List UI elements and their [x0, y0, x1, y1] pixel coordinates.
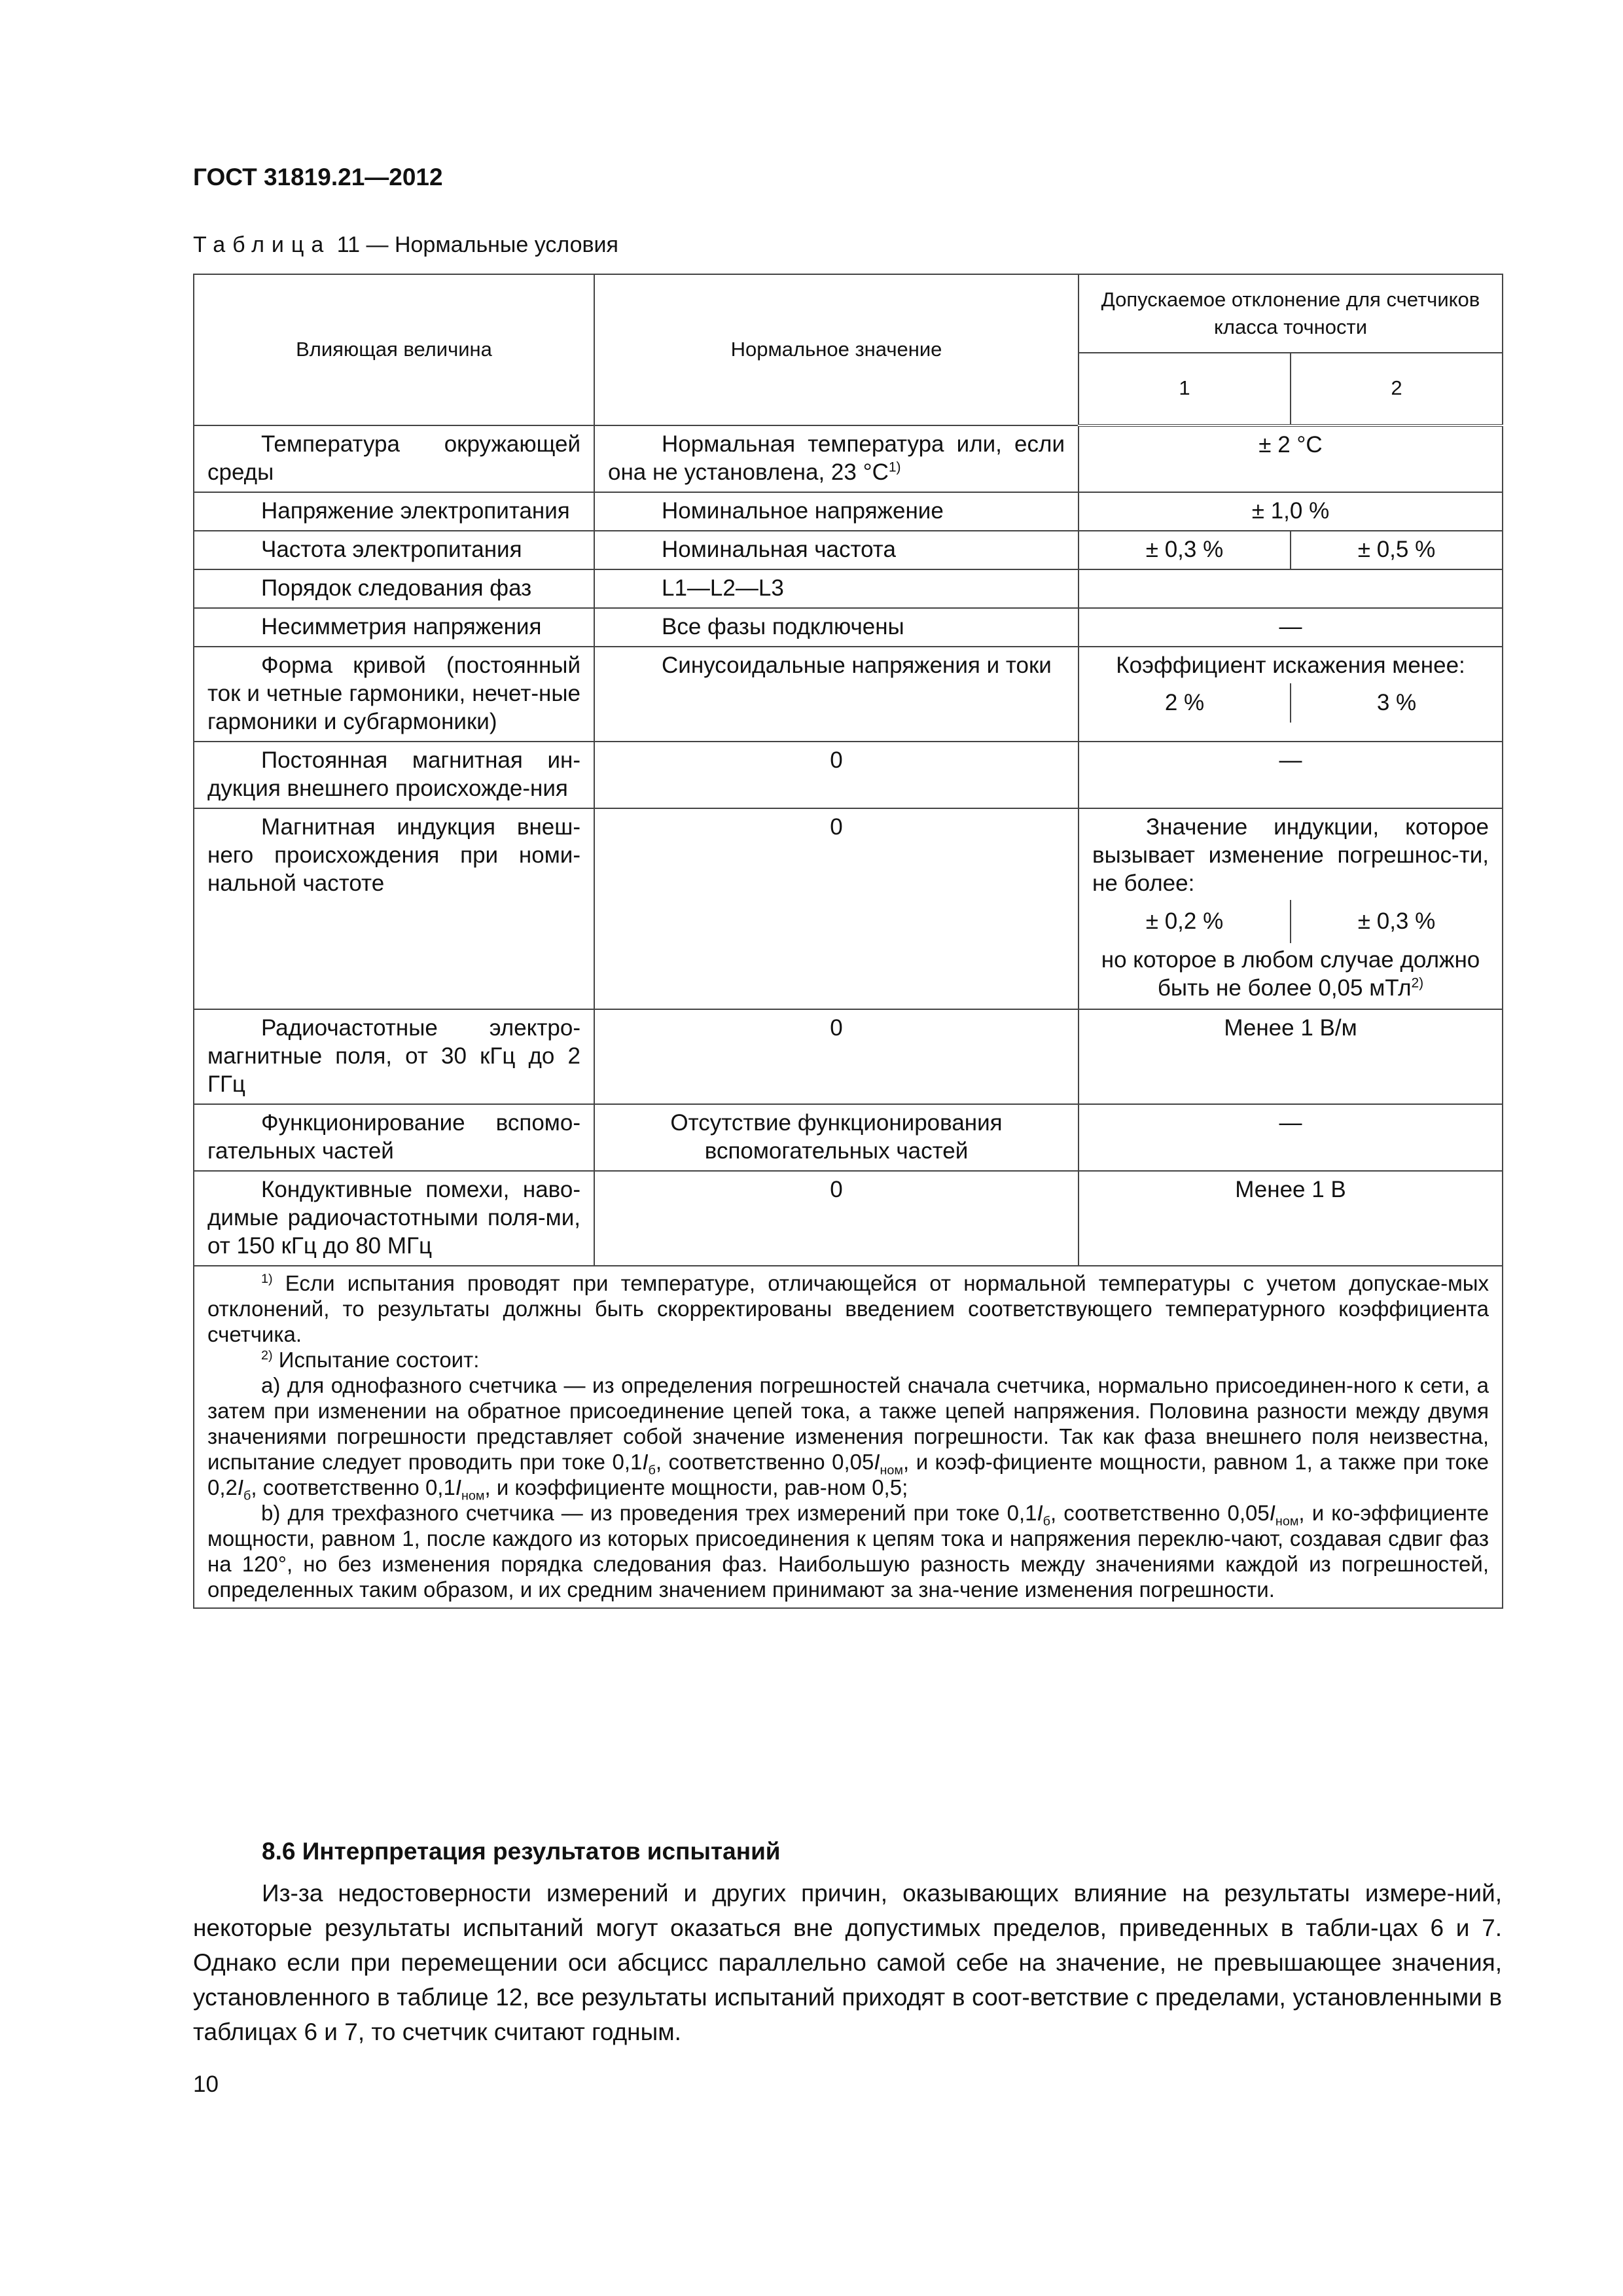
row-deviation-class-2: ± 0,5 %: [1291, 531, 1503, 569]
induction-class-2: ± 0,3 %: [1290, 900, 1502, 943]
row-deviation: Менее 1 В: [1079, 1171, 1503, 1266]
row-deviation: —: [1079, 608, 1503, 647]
row-deviation: [1079, 647, 1503, 742]
induction-values: [1079, 900, 1502, 943]
table-row: [194, 569, 1503, 608]
table-footnotes: [194, 1266, 1503, 1608]
footnote-1: $^{1)}$ Если испытания проводят при температуре, отличающейся от нормальной температуры с учетом допускае-мых отклонений, то результаты должны быть скорректированы введением соответствующего температурного коэффициента счетчика.: [207, 1271, 1489, 1346]
page-number: 10: [193, 2072, 219, 2097]
row-normal: Синусоидальные напряжения и токи: [594, 647, 1079, 742]
table-footnotes-row: [194, 1266, 1503, 1608]
row-influence: Функционирование вспомо-гательных частей: [194, 1104, 594, 1171]
induction-class-1: ± 0,2 %: [1145, 908, 1224, 934]
table-row: [194, 1104, 1503, 1171]
row-influence: Постоянная магнитная ин-дукция внешнего происхожде-ния: [194, 742, 594, 808]
row-deviation: ± 2 °С: [1079, 425, 1503, 492]
table-row: [194, 425, 1503, 492]
distortion-class-1: 2 %: [1164, 690, 1205, 715]
table-caption-text: 11 — Нормальные условия: [330, 232, 618, 257]
row-deviation: [1079, 569, 1503, 608]
document-header: ГОСТ 31819.21—2012: [193, 164, 443, 190]
row-influence: Частота электропитания: [194, 531, 594, 569]
row-influence: Температура окружающей среды: [194, 425, 594, 492]
col-header-normal: Нормальное значение: [594, 274, 1079, 425]
distortion-label: Коэффициент искажения менее:: [1116, 653, 1465, 678]
footnote-2: $^{2)}$ Испытание состоит:: [261, 1348, 480, 1372]
row-deviation: —: [1079, 742, 1503, 808]
header-row: [194, 274, 1503, 353]
row-influence: Кондуктивные помехи, наво-димые радиочастотными поля-ми, от 150 кГц до 80 МГц: [194, 1171, 594, 1266]
row-normal: L1—L2—L3: [594, 569, 1079, 608]
table-row: [194, 1009, 1503, 1104]
table-row: [194, 1171, 1503, 1266]
row-deviation-class-1: ± 0,3 %: [1079, 531, 1291, 569]
table-row: [194, 492, 1503, 531]
row-influence: Радиочастотные электро-магнитные поля, от 30 кГц до 2 ГГц: [194, 1009, 594, 1104]
distortion-class-2: 3 %: [1290, 683, 1502, 723]
table-row: [194, 647, 1503, 742]
col-header-class-1: 1: [1079, 353, 1291, 425]
distortion-values: [1079, 683, 1502, 723]
row-normal: 0: [594, 1171, 1079, 1266]
induction-limit: но которое в любом случае должно быть не более 0,05 мТл$^{2)}$: [1101, 947, 1480, 1001]
row-influence: Напряжение электропитания: [194, 492, 594, 531]
footnote-2-b: b) для трехфазного счетчика — из проведения трех измерений при токе $0,1I_б$, соответственно $0,05I_{ном}$, и ко-эффициенте мощности, равном 1, после каждого из которых присоединения к цепям тока и напряжения переклю-чают, создавая сдвиг фаз на 120°, но без изменения порядка следования фаз. Наибольшую разность между значениями каждой из погрешностей, определенных таким образом, и их средним значением принимают за зна-чение изменения погрешности.: [207, 1501, 1489, 1602]
col-header-influence: Влияющая величина: [194, 274, 594, 425]
row-influence: Магнитная индукция внеш-него происхождения при номи-нальной частоте: [194, 808, 594, 1009]
row-normal: Номинальное напряжение: [594, 492, 1079, 531]
table-caption: [193, 232, 618, 258]
row-normal: Нормальная температура или, если она не установлена, 23 $^\circ С^{1)}$: [594, 425, 1079, 492]
row-deviation: —: [1079, 1104, 1503, 1171]
table-row: [194, 808, 1503, 1009]
table-row: [194, 608, 1503, 647]
section-title: 8.6 Интерпретация результатов испытаний: [262, 1838, 781, 1865]
row-deviation: [1079, 808, 1503, 1009]
footnote-2-a: а) для однофазного счетчика — из определения погрешностей сначала счетчика, нормально присоединен-ного к сети, а затем при изменении на обратное присоединение цепей тока, а также цепей напряжения. Половина разности между двумя значениями погрешности представляет собой значение изменения погрешности. Так как фаза внешнего поля неизвестна, испытание следует проводить при токе $0,1I_б$, соответственно $0,05I_{ном}$, и коэф-фициенте мощности, равном 1, а также при токе $0,2I_б$, соответственно $0,1I_{ном}$, и коэффициенте мощности, рав-ном 0,5;: [207, 1373, 1489, 1503]
table-row: [194, 742, 1503, 808]
row-influence: Форма кривой (постоянный ток и четные гармоники, нечет-ные гармоники и субгармоники): [194, 647, 594, 742]
normal-conditions-table: [193, 274, 1503, 1609]
table-row: [194, 531, 1503, 569]
col-header-deviation: Допускаемое отклонение для счетчиков класса точности: [1079, 274, 1503, 353]
row-normal: 0: [594, 742, 1079, 808]
row-deviation: Менее 1 В/м: [1079, 1009, 1503, 1104]
induction-label: Значение индукции, которое вызывает изменение погрешнос-ти, не более:: [1092, 814, 1489, 896]
row-normal: Все фазы подключены: [594, 608, 1079, 647]
col-header-class-2: 2: [1291, 353, 1503, 425]
row-normal: Отсутствие функционирования вспомогательных частей: [594, 1104, 1079, 1171]
row-normal: 0: [594, 808, 1079, 1009]
row-deviation: ± 1,0 %: [1079, 492, 1503, 531]
row-influence: Несимметрия напряжения: [194, 608, 594, 647]
row-normal: Номинальная частота: [594, 531, 1079, 569]
row-influence: Порядок следования фаз: [194, 569, 594, 608]
table-caption-label: Таблица: [193, 232, 331, 257]
row-normal: 0: [594, 1009, 1079, 1104]
section-paragraph: Из-за недостоверности измерений и других причин, оказывающих влияние на результаты измере-ний, некоторые результаты испытаний могут оказаться вне допустимых пределов, приведенных в табли-цах 6 и 7. Однако если при перемещении оси абсцисс параллельно самой себе на значение, не превышающее значения, установленного в таблице 12, все результаты испытаний приходят в соот-ветствие с пределами, установленными в таблицах 6 и 7, то счетчик считают годным.: [193, 1880, 1502, 2045]
